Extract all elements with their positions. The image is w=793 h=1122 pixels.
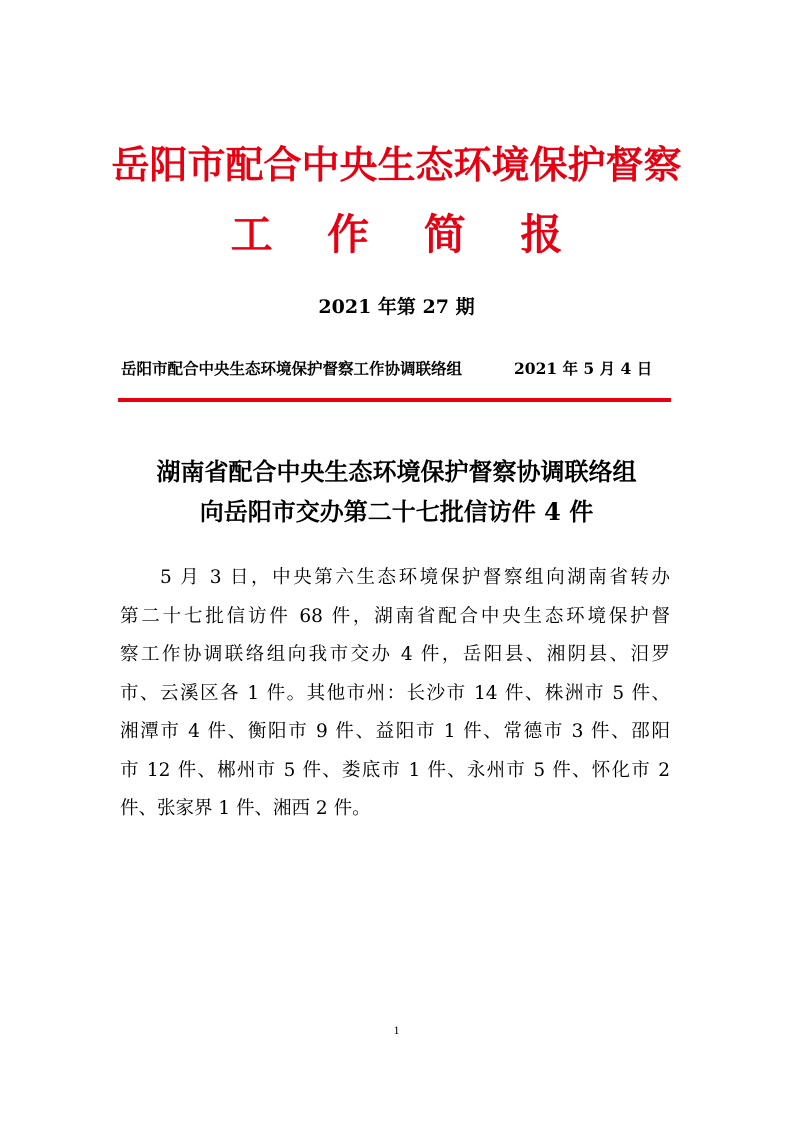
body-line: 市、云溪区各 1 件。其他市州：长沙市 14 件、株洲市 5 件、: [120, 682, 670, 704]
body-line: 察工作协调联络组向我市交办 4 件，岳阳县、湘阴县、汨罗: [120, 644, 670, 665]
issue-number: 2021 年第 27 期: [318, 296, 475, 318]
issue-date: 2021 年 5 月 4 日: [514, 359, 653, 378]
issuer-name: 岳阳市配合中央生态环境保护督察工作协调联络组: [121, 359, 463, 378]
article-title-line-2: 向岳阳市交办第二十七批信访件 4 件: [199, 497, 594, 526]
article-title: [0, 452, 793, 532]
body-line: 第二十七批信访件 68 件，湖南省配合中央生态环境保护督: [120, 605, 670, 627]
page-number: 1: [393, 1023, 400, 1037]
body-line: 市 12 件、郴州市 5 件、娄底市 1 件、永州市 5 件、怀化市 2: [120, 759, 670, 781]
body-line: 件、张家界 1 件、湘西 2 件。: [120, 798, 371, 819]
issuer-row: [121, 356, 671, 382]
masthead-subtitle: 工 作 简 报: [230, 210, 583, 259]
masthead-title: 岳阳市配合中央生态环境保护督察: [111, 142, 682, 187]
body-line: 湘潭市 4 件、衡阳市 9 件、益阳市 1 件、常德市 3 件、邵阳: [120, 721, 670, 742]
article-title-line-1: 湖南省配合中央生态环境保护督察协调联络组: [156, 457, 637, 486]
article-body: [120, 559, 670, 829]
red-divider-rule: [118, 398, 671, 402]
body-line: 5 月 3 日，中央第六生态环境保护督察组向湖南省转办: [160, 567, 670, 588]
